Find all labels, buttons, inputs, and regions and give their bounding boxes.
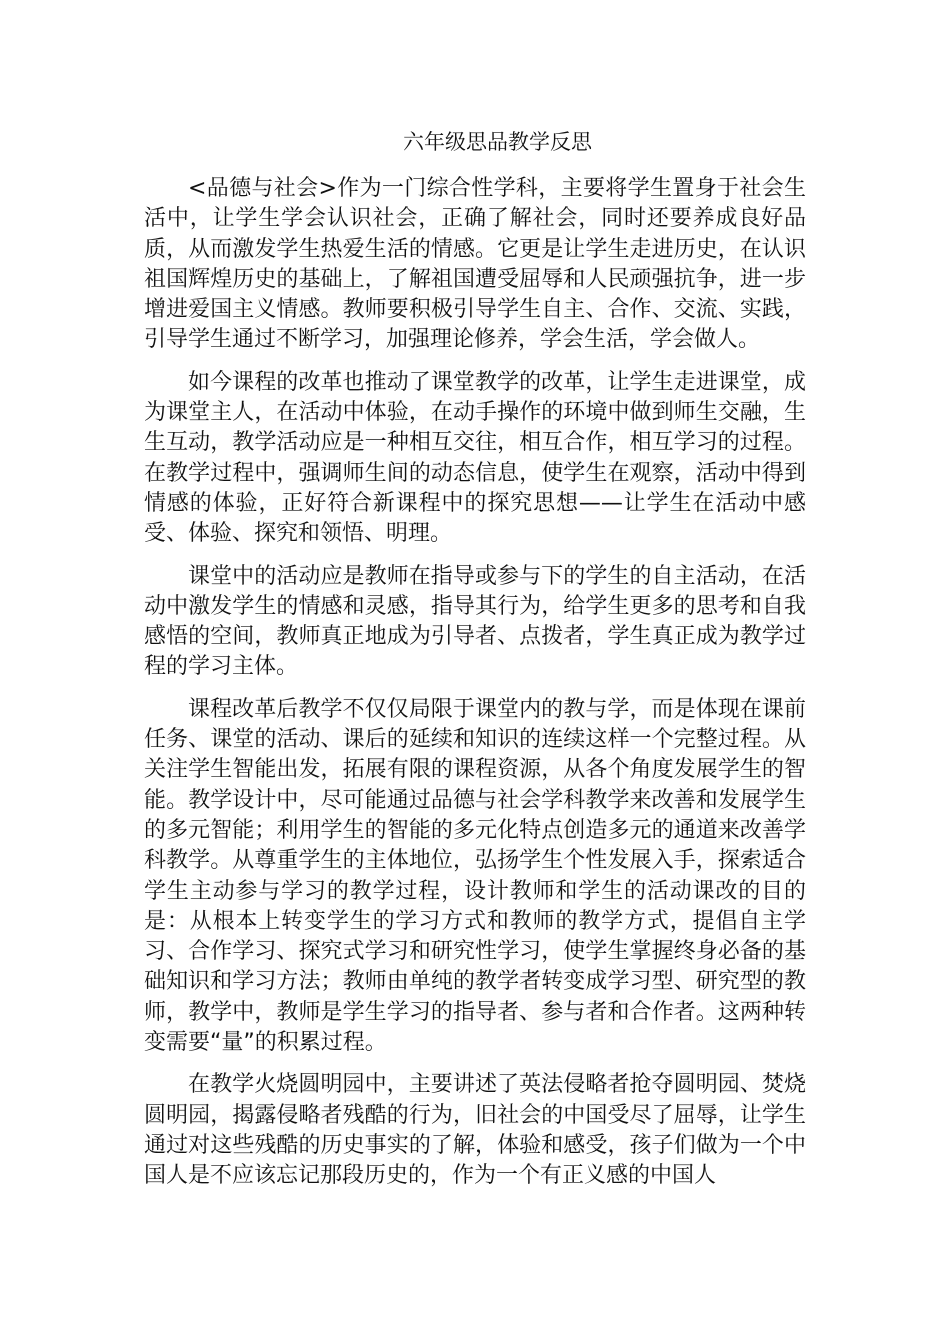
paragraph-3: 课堂中的活动应是教师在指导或参与下的学生的自主活动，在活动中激发学生的情感和灵感，指导其行为，给学生更多的思考和自我感悟的空间，教师真正地成为引导者、点拨者，学生真正成为教学过程的学习主体。 bbox=[144, 563, 806, 680]
document-body bbox=[144, 174, 806, 1204]
document-title: 六年级思品教学反思 bbox=[403, 130, 592, 154]
paragraph-4: 课程改革后教学不仅仅局限于课堂内的教与学，而是体现在课前任务、课堂的活动、课后的延续和知识的连续这样一个完整过程。从关注学生智能出发，拓展有限的课程资源，从各个角度发展学生的智能。教学设计中，尽可能通过品德与社会学科教学来改善和发展学生的多元智能；利用学生的智能的多元化特点创造多元的通道来改善学科教学。从尊重学生的主体地位，弘扬学生个性发展入手，探索适合学生主动参与学习的教学过程，设计教师和学生的活动课改的目的是：从根本上转变学生的学习方式和教师的教学方式，提倡自主学习、合作学习、探究式学习和研究性学习，使学生掌握终身必备的基础知识和学习方法；教师由单纯的教学者转变成学习型、研究型的教师，教学中，教师是学生学习的指导者、参与者和合作者。这两种转变需要“量”的积累过程。 bbox=[144, 696, 806, 1056]
paragraph-2: 如今课程的改革也推动了课堂教学的改革，让学生走进课堂，成为课堂主人，在活动中体验，在动手操作的环境中做到师生交融，生生互动，教学活动应是一种相互交往，相互合作，相互学习的过程。在教学过程中，强调师生间的动态信息，使学生在观察，活动中得到情感的体验，正好符合新课程中的探究思想——让学生在活动中感受、体验、探究和领悟、明理。 bbox=[144, 369, 806, 547]
paragraph-5: 在教学火烧圆明园中，主要讲述了英法侵略者抢夺圆明园、焚烧圆明园，揭露侵略者残酷的行为，旧社会的中国受尽了屈辱，让学生通过对这些残酷的历史事实的了解，体验和感受，孩子们做为一个中国人是不应该忘记那段历史的，作为一个有正义感的中国人 bbox=[144, 1072, 806, 1189]
paragraph-1: <品德与社会>作为一门综合性学科，主要将学生置身于社会生活中，让学生学会认识社会，正确了解社会，同时还要养成良好品质，从而激发学生热爱生活的情感。它更是让学生走进历史，在认识祖国辉煌历史的基础上，了解祖国遭受屈辱和人民顽强抗争，进一步增进爱国主义情感。教师要积极引导学生自主、合作、交流、实践，引导学生通过不断学习，加强理论修养，学会生活，学会做人。 bbox=[144, 176, 806, 353]
